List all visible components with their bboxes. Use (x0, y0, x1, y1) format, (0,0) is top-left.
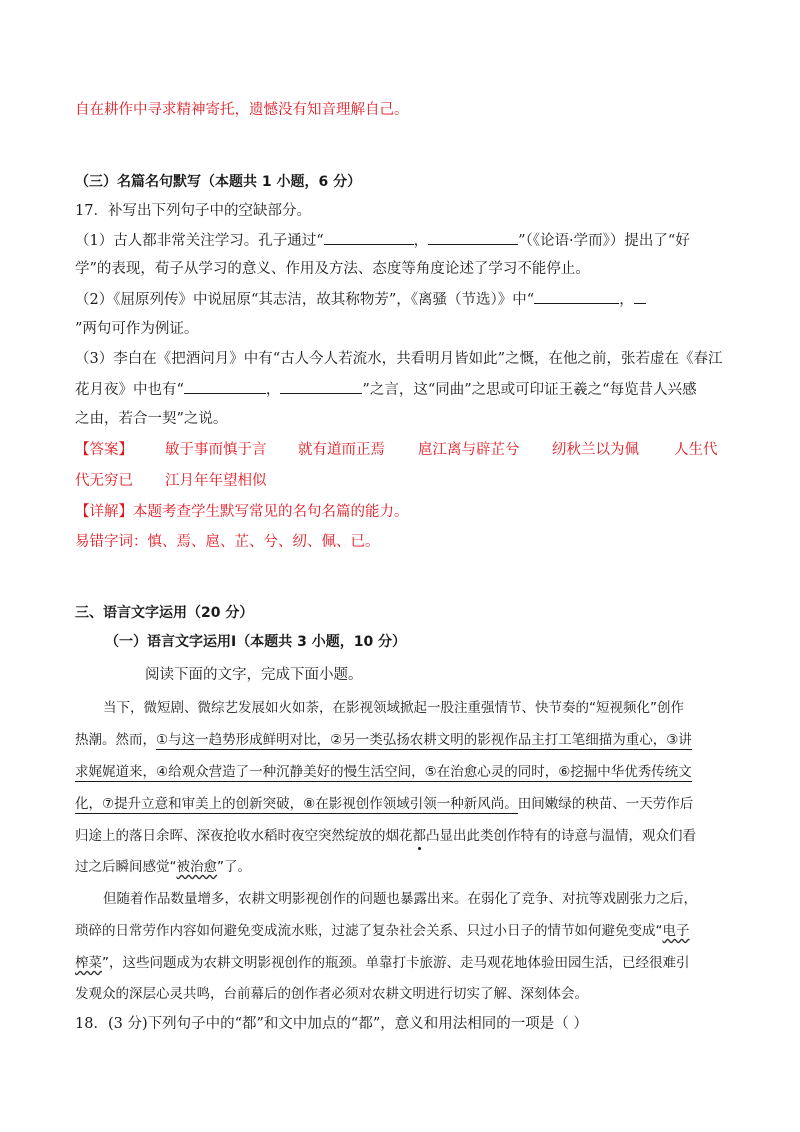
question-part-1: （1）古人都非常关注学习。孔子通过“ ， ”（《论语·学而》）提出了“好 (75, 230, 730, 251)
fill-blank[interactable] (634, 289, 646, 304)
wavy-underlined-word: 电子 (662, 923, 690, 939)
underlined-sentence: 化，⑦提升立意和审美上的创新突破，⑧在影视创作领域引领一种新风尚。 (75, 796, 518, 812)
question-part-3: （3）李白在《把酒问月》中有“古人今人若流水，共看明月皆如此”之慨，在他之前，张若虚在《春江 (75, 351, 723, 367)
passage-line: 发观众的深层心灵共鸣，台前幕后的创作者必须对农耕文明进行切实了解、深刻体会。 (75, 986, 588, 1002)
question-part-3-cont2: 之由，若合一契”之说。 (75, 411, 228, 427)
passage-line: 当下，微短剧、微综艺发展如火如荼，在影视领域掀起一股注重强情节、快节奏的“短视频化”创作 (103, 700, 684, 716)
passage-line: 琐碎的日常劳作内容如何避免变成流水账，过滤了复杂社会关系、只过小日子的情节如何避免变成“电子 (75, 923, 690, 939)
answer-label: 【答案】 (75, 442, 133, 458)
passage-line: 过之后瞬间感觉“被治愈”了。 (75, 859, 251, 875)
answer-item: 代无穷已 (75, 473, 133, 489)
passage-line: 榨菜”，这些问题成为农耕文明影视创作的瓶颈。单靠打卡旅游、走马观花地体验田园生活，已经很难引 (75, 955, 690, 971)
passage-line: 化，⑦提升立意和审美上的创新突破，⑧在影视创作领域引领一种新风尚。田间嫩绿的秧苗、一天劳作后 (75, 796, 694, 812)
answer-item: 就有道而正焉 (298, 442, 385, 458)
passage-line: 但随着作品数量增多，农耕文明影视创作的问题也暴露出来。在弱化了竞争、对抗等戏剧张力之后， (103, 891, 697, 907)
wavy-underlined-word: 榨菜 (75, 955, 102, 971)
detail-explanation: 【详解】本题考查学生默写常见的名句名篇的能力。 (75, 504, 409, 520)
subsection-heading: （一）语言文字运用Ⅰ（本题共 3 小题，10 分） (105, 634, 407, 650)
error-prone-chars: 易错字词：慎、焉、扈、芷、兮、纫、佩、已。 (75, 534, 380, 550)
prev-answer-text: 自在耕作中寻求精神寄托，遗憾没有知音理解自己。 (75, 102, 409, 118)
fill-blank[interactable] (324, 230, 414, 245)
underlined-sentence: 求娓娓道来，④给观众营造了一种沉静美好的慢生活空间，⑤在治愈心灵的同时，⑥挖掘中华优秀传统文 (75, 764, 692, 780)
answer-item: 纫秋兰以为佩 (552, 442, 639, 458)
question-stem: 17．补写出下列句子中的空缺部分。 (75, 203, 311, 219)
answer-item: 扈江离与辟芷兮 (418, 442, 520, 458)
fill-blank[interactable] (184, 379, 266, 394)
answer-item: 江月年年望相似 (165, 473, 267, 489)
reading-instruction: 阅读下面的文字，完成下面小题。 (145, 667, 363, 683)
passage-line (75, 762, 730, 782)
passage-line: 热潮。然而，①与这一趋势形成鲜明对比，②另一类弘扬农耕文明的影视作品主打工笔细描为重心，③讲 (75, 732, 692, 748)
wavy-underlined-word: 被治愈 (176, 859, 217, 875)
section-heading: （三）名篇名句默写（本题共 1 小题，6 分） (75, 174, 362, 190)
question-part-2: （2）《屈原列传》中说屈原“其志洁，故其称物芳”，《离骚（节选）》中“ ， (75, 289, 730, 310)
question-18-stem: 18．(3 分)下列句子中的“都”和文中加点的“都”，意义和用法相同的一项是（ ） (75, 1016, 588, 1032)
fill-blank[interactable] (428, 230, 518, 245)
fill-blank[interactable] (534, 289, 619, 304)
passage-line: 归途上的落日余晖、深夜抢收水稻时夜空突然绽放的烟花都凸显出此类创作特有的诗意与温情，观众们看 (75, 828, 696, 844)
question-part-1-cont: 学”的表现，荀子从学习的意义、作用及方法、态度等角度论述了学习不能停止。 (75, 261, 590, 277)
dotted-word: 都 (412, 828, 426, 844)
fill-blank[interactable] (280, 379, 362, 394)
part-heading: 三、语言文字运用（20 分） (75, 605, 254, 621)
question-part-3-cont: 花月夜》中也有“ ， ”之言，这“同曲”之思或可印证王羲之“每览昔人兴感 (75, 379, 730, 400)
underlined-sentence: ①与这一趋势形成鲜明对比，②另一类弘扬农耕文明的影视作品主打工笔细描为重心，③讲 (156, 732, 692, 748)
answer-item: 敏于事而慎于言 (165, 442, 267, 458)
question-part-2-cont: ”两句可作为例证。 (75, 321, 199, 337)
answer-item: 人生代 (674, 442, 718, 458)
